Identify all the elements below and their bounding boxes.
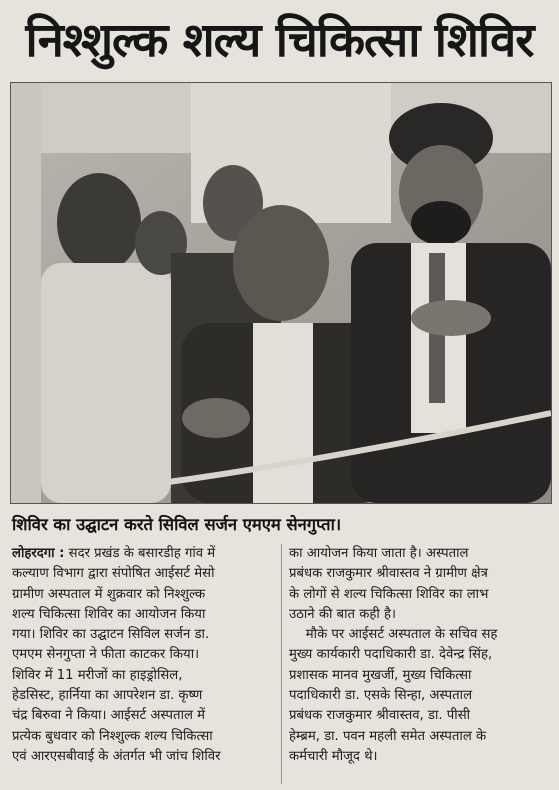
column-divider [281, 544, 282, 784]
body-line: हेडसिस्ट, हार्निया का आपरेशन डा. कृष्ण [12, 688, 203, 704]
body-line: हेम्ब्रम, डा. पवन महली समेत अस्पताल के [289, 728, 487, 744]
body-line: प्रशासक मानव मुखर्जी, मुख्य चिकित्सा [289, 667, 472, 683]
body-line: प्रबंधक राजकुमार श्रीवास्तव ने ग्रामीण क्षेत्र [289, 566, 488, 582]
body-line: चंद्र बिरुवा ने किया। आईसर्ट अस्पताल में [12, 708, 206, 724]
headline: निश्शुल्क शल्य चिकित्सा शिविर [25, 13, 534, 68]
body-line: का आयोजन किया जाता है। अस्पताल [289, 546, 469, 561]
body-line: उठाने की बात कही है। [289, 606, 396, 622]
body-line: प्रत्येक बुधवार को निश्शुल्क शल्य चिकित्सा [12, 728, 213, 744]
body-line: लोहरदगा : सदर प्रखंड के बसारडीह गांव में [12, 546, 216, 561]
news-photo [10, 82, 552, 504]
body-line: मौके पर आईसर्ट अस्पताल के सचिव सह [289, 627, 498, 643]
body-line: शिविर में 11 मरीजों का हाइड्रोसिल, [12, 667, 183, 683]
body-line: मुख्य कार्यकारी पदाधिकारी डा. देवेन्द्र सिंह, [289, 647, 493, 663]
body-line: एमएम सेनगुप्ता ने फीता काटकर किया। [12, 647, 200, 663]
body-line: कल्याण विभाग द्वारा संपोषित आईसर्ट मेसो [12, 566, 215, 582]
dateline: लोहरदगा : [12, 546, 65, 561]
body-line: गया। शिविर का उद्घाटन सिविल सर्जन डा. [12, 627, 210, 643]
body-line: प्रबंधक राजकुमार श्रीवास्तव, डा. पीसी [289, 708, 471, 724]
article-column-right [289, 544, 555, 767]
body-line: कर्मचारी मौजूद थे। [289, 748, 378, 764]
body-line: एवं आरएसबीवाई के अंतर्गत भी जांच शिविर [12, 748, 221, 764]
body-line: पदाधिकारी डा. एसके सिन्हा, अस्पताल [289, 688, 473, 704]
body-line: के लोगों से शल्य चिकित्सा शिविर का लाभ [289, 586, 489, 602]
article-column-left [12, 544, 278, 767]
photo-caption: शिविर का उद्घाटन करते सिविल सर्जन एमएम सेनगुप्ता। [12, 515, 342, 534]
body-line: शल्य चिकित्सा शिविर का आयोजन किया [12, 606, 206, 622]
body-line: ग्रामीण अस्पताल में शुक्रवार को निश्शुल्क [12, 586, 206, 602]
